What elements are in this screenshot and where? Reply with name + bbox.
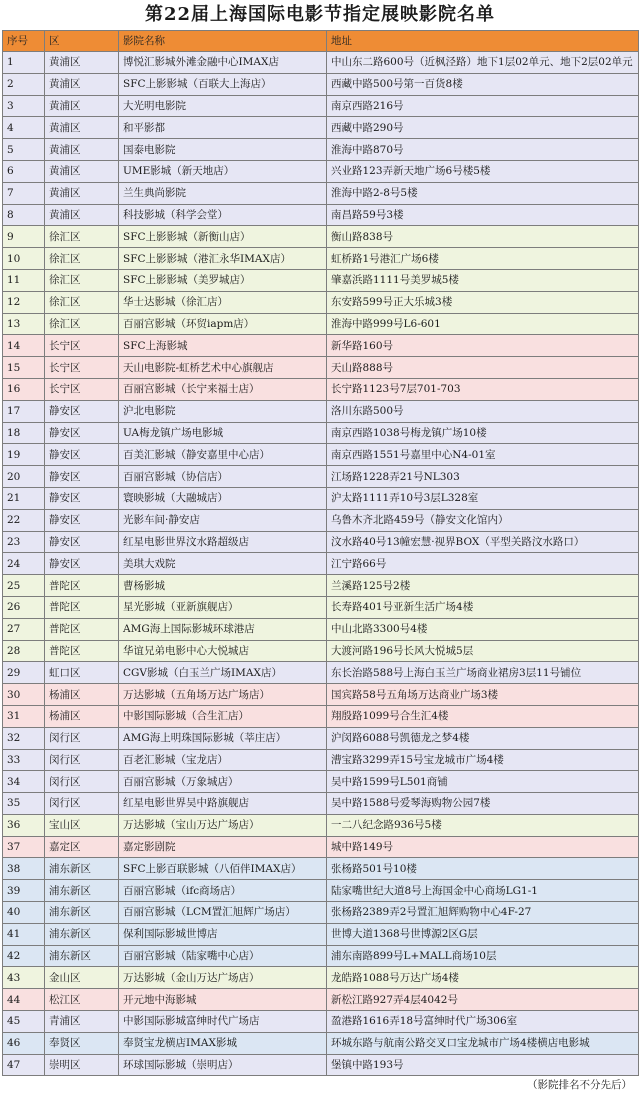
cell-index: 24	[3, 553, 45, 575]
table-row	[3, 291, 639, 313]
cell-address: 新华路160号	[327, 335, 639, 357]
footnote: （影院排名不分先后）	[527, 1079, 632, 1091]
table-row	[3, 705, 639, 727]
table-row	[3, 1032, 639, 1054]
cell-district: 浦东新区	[45, 880, 119, 902]
cell-district: 闵行区	[45, 793, 119, 815]
cell-cinema-name: 博悦汇影城外滩金融中心IMAX店	[119, 52, 327, 74]
cell-district: 静安区	[45, 531, 119, 553]
cell-index: 4	[3, 117, 45, 139]
cell-district: 静安区	[45, 444, 119, 466]
table-row	[3, 662, 639, 684]
cell-index: 40	[3, 902, 45, 924]
cell-index: 1	[3, 52, 45, 74]
cell-cinema-name: 百丽宫影城（长宁来福士店）	[119, 378, 327, 400]
cell-index: 36	[3, 814, 45, 836]
cell-district: 浦东新区	[45, 923, 119, 945]
cell-district: 静安区	[45, 422, 119, 444]
cell-index: 8	[3, 204, 45, 226]
cell-district: 闵行区	[45, 771, 119, 793]
table-row	[3, 487, 639, 509]
table-row	[3, 52, 639, 74]
cell-address: 漕宝路3299弄15号宝龙城市广场4楼	[327, 749, 639, 771]
cell-index: 11	[3, 269, 45, 291]
cell-address: 天山路888号	[327, 357, 639, 379]
cell-index: 41	[3, 923, 45, 945]
table-row	[3, 945, 639, 967]
cell-district: 黄浦区	[45, 182, 119, 204]
cell-index: 9	[3, 226, 45, 248]
table-row	[3, 793, 639, 815]
cell-address: 南京西路216号	[327, 95, 639, 117]
cell-index: 25	[3, 575, 45, 597]
table-body	[3, 52, 639, 1076]
cell-cinema-name: 百丽宫影城（ifc商场店）	[119, 880, 327, 902]
table-row	[3, 160, 639, 182]
cell-district: 徐汇区	[45, 291, 119, 313]
table-row	[3, 575, 639, 597]
cell-district: 普陀区	[45, 618, 119, 640]
cell-index: 12	[3, 291, 45, 313]
table-row	[3, 596, 639, 618]
table-row	[3, 269, 639, 291]
cell-address: 龙皓路1088号万达广场4楼	[327, 967, 639, 989]
cell-district: 嘉定区	[45, 836, 119, 858]
cell-district: 宝山区	[45, 814, 119, 836]
cell-index: 3	[3, 95, 45, 117]
cell-index: 34	[3, 771, 45, 793]
cell-cinema-name: UME影城（新天地店）	[119, 160, 327, 182]
table-row	[3, 422, 639, 444]
cell-address: 江宁路66号	[327, 553, 639, 575]
cell-index: 15	[3, 357, 45, 379]
table-row	[3, 509, 639, 531]
cell-address: 衡山路838号	[327, 226, 639, 248]
cell-address: 堡镇中路193号	[327, 1054, 639, 1076]
cell-address: 世博大道1368号世博源2区G层	[327, 923, 639, 945]
cell-cinema-name: 保利国际影城世博店	[119, 923, 327, 945]
cell-district: 青浦区	[45, 1011, 119, 1033]
cell-index: 18	[3, 422, 45, 444]
cell-district: 长宁区	[45, 335, 119, 357]
cell-cinema-name: SFC上海影城	[119, 335, 327, 357]
cell-index: 33	[3, 749, 45, 771]
cell-district: 静安区	[45, 466, 119, 488]
cell-cinema-name: 百丽宫影城（万象城店）	[119, 771, 327, 793]
cell-district: 普陀区	[45, 596, 119, 618]
cell-district: 黄浦区	[45, 204, 119, 226]
table-row	[3, 400, 639, 422]
cell-address: 东安路599号正大乐城3楼	[327, 291, 639, 313]
cell-district: 金山区	[45, 967, 119, 989]
table-row	[3, 444, 639, 466]
cell-index: 32	[3, 727, 45, 749]
cell-cinema-name: 曹杨影城	[119, 575, 327, 597]
cell-index: 17	[3, 400, 45, 422]
cell-cinema-name: 百丽宫影城（环贸iapm店）	[119, 313, 327, 335]
cell-address: 中山东二路600号（近枫泾路）地下1层02单元、地下2层02单元	[327, 52, 639, 74]
table-row	[3, 836, 639, 858]
cell-cinema-name: 华士达影城（徐汇店）	[119, 291, 327, 313]
cell-cinema-name: 嘉定影剧院	[119, 836, 327, 858]
table-row	[3, 749, 639, 771]
table-row	[3, 902, 639, 924]
table-row	[3, 182, 639, 204]
cell-cinema-name: SFC上影影城（新衡山店）	[119, 226, 327, 248]
cell-index: 28	[3, 640, 45, 662]
cell-district: 杨浦区	[45, 705, 119, 727]
table-row	[3, 727, 639, 749]
cell-address: 兰溪路125号2楼	[327, 575, 639, 597]
cell-cinema-name: 百丽宫影城（协信店）	[119, 466, 327, 488]
cell-address: 吴中路1588号爱琴海购物公园7楼	[327, 793, 639, 815]
cell-index: 27	[3, 618, 45, 640]
cell-district: 浦东新区	[45, 858, 119, 880]
table-row	[3, 204, 639, 226]
table-row	[3, 335, 639, 357]
table-row	[3, 117, 639, 139]
cell-address: 长寿路401号亚新生活广场4楼	[327, 596, 639, 618]
table-row	[3, 357, 639, 379]
cell-cinema-name: 天山电影院-虹桥艺术中心旗舰店	[119, 357, 327, 379]
table-row	[3, 640, 639, 662]
cell-cinema-name: 沪北电影院	[119, 400, 327, 422]
cell-address: 沪闵路6088号凯德龙之梦4楼	[327, 727, 639, 749]
cell-district: 徐汇区	[45, 248, 119, 270]
cell-address: 汶水路40号13幢宏慧·视界BOX（平型关路汶水路口）	[327, 531, 639, 553]
cell-address: 淮海中路2-8号5楼	[327, 182, 639, 204]
table-row	[3, 73, 639, 95]
table-row	[3, 1054, 639, 1076]
cell-cinema-name: 环球国际影城（崇明店）	[119, 1054, 327, 1076]
cell-district: 静安区	[45, 553, 119, 575]
table-row	[3, 313, 639, 335]
cell-district: 崇明区	[45, 1054, 119, 1076]
cell-cinema-name: 红星电影世界吴中路旗舰店	[119, 793, 327, 815]
cell-cinema-name: 星光影城（亚新旗舰店）	[119, 596, 327, 618]
cell-index: 16	[3, 378, 45, 400]
table-row	[3, 139, 639, 161]
cell-address: 陆家嘴世纪大道8号上海国金中心商场LG1-1	[327, 880, 639, 902]
cell-address: 江场路1228弄21号NL303	[327, 466, 639, 488]
cell-address: 西藏中路500号第一百货8楼	[327, 73, 639, 95]
cell-index: 20	[3, 466, 45, 488]
cell-address: 张杨路501号10楼	[327, 858, 639, 880]
table-row	[3, 531, 639, 553]
cell-district: 松江区	[45, 989, 119, 1011]
cell-index: 47	[3, 1054, 45, 1076]
cell-index: 46	[3, 1032, 45, 1054]
cell-cinema-name: 百美汇影城（静安嘉里中心店）	[119, 444, 327, 466]
cell-index: 45	[3, 1011, 45, 1033]
cell-district: 黄浦区	[45, 95, 119, 117]
cell-cinema-name: 奉贤宝龙横店IMAX影城	[119, 1032, 327, 1054]
cell-district: 闵行区	[45, 749, 119, 771]
cell-cinema-name: UA梅龙镇广场电影城	[119, 422, 327, 444]
cell-address: 翔殷路1099号合生汇4楼	[327, 705, 639, 727]
header-cinema-name: 影院名称	[119, 31, 327, 52]
table-row	[3, 923, 639, 945]
table-row	[3, 378, 639, 400]
cell-district: 静安区	[45, 487, 119, 509]
cell-cinema-name: 国泰电影院	[119, 139, 327, 161]
cell-address: 西藏中路290号	[327, 117, 639, 139]
cell-address: 浦东南路899号L+MALL商场10层	[327, 945, 639, 967]
table-row	[3, 248, 639, 270]
cell-cinema-name: 兰生典尚影院	[119, 182, 327, 204]
cell-index: 23	[3, 531, 45, 553]
cell-district: 徐汇区	[45, 226, 119, 248]
cell-cinema-name: 百丽宫影城（陆家嘴中心店）	[119, 945, 327, 967]
cell-address: 虹桥路1号港汇广场6楼	[327, 248, 639, 270]
table-row	[3, 989, 639, 1011]
table-row	[3, 684, 639, 706]
cell-index: 37	[3, 836, 45, 858]
page-title: 第22届上海国际电影节指定展映影院名单	[144, 4, 496, 25]
table-row	[3, 95, 639, 117]
cell-address: 肇嘉浜路1111号美罗城5楼	[327, 269, 639, 291]
cell-district: 黄浦区	[45, 117, 119, 139]
cell-index: 22	[3, 509, 45, 531]
cell-index: 6	[3, 160, 45, 182]
cell-index: 29	[3, 662, 45, 684]
cell-address: 中山北路3300号4楼	[327, 618, 639, 640]
header-district: 区	[45, 31, 119, 52]
cell-cinema-name: 中影国际影城富绅时代广场店	[119, 1011, 327, 1033]
table-row	[3, 858, 639, 880]
table-row	[3, 771, 639, 793]
cell-index: 2	[3, 73, 45, 95]
cell-district: 徐汇区	[45, 269, 119, 291]
cell-index: 21	[3, 487, 45, 509]
cell-address: 洛川东路500号	[327, 400, 639, 422]
cell-cinema-name: 美琪大戏院	[119, 553, 327, 575]
cell-index: 5	[3, 139, 45, 161]
cell-index: 10	[3, 248, 45, 270]
cell-address: 南京西路1551号嘉里中心N4-01室	[327, 444, 639, 466]
cell-cinema-name: 开元地中海影城	[119, 989, 327, 1011]
header-address: 地址	[327, 31, 639, 52]
table-row	[3, 814, 639, 836]
cell-address: 环城东路与航南公路交叉口宝龙城市广场4楼横店电影城	[327, 1032, 639, 1054]
cell-address: 南京西路1038号梅龙镇广场10楼	[327, 422, 639, 444]
table-row	[3, 967, 639, 989]
table-row	[3, 1011, 639, 1033]
cell-index: 43	[3, 967, 45, 989]
cell-index: 26	[3, 596, 45, 618]
cell-cinema-name: 光影车间·静安店	[119, 509, 327, 531]
cell-index: 31	[3, 705, 45, 727]
table-row	[3, 880, 639, 902]
cell-cinema-name: AMG海上明珠国际影城（莘庄店）	[119, 727, 327, 749]
cell-address: 淮海中路999号L6-601	[327, 313, 639, 335]
cell-address: 新松江路927弄4层4042号	[327, 989, 639, 1011]
cell-address: 城中路149号	[327, 836, 639, 858]
cell-district: 浦东新区	[45, 945, 119, 967]
cinema-table	[2, 30, 639, 1076]
table-row	[3, 618, 639, 640]
cell-cinema-name: 万达影城（宝山万达广场店）	[119, 814, 327, 836]
cell-district: 浦东新区	[45, 902, 119, 924]
cell-address: 国宾路58号五角场万达商业广场3楼	[327, 684, 639, 706]
cell-address: 一二八纪念路936号5楼	[327, 814, 639, 836]
cell-cinema-name: AMG海上国际影城环球港店	[119, 618, 327, 640]
cell-district: 虹口区	[45, 662, 119, 684]
cell-district: 黄浦区	[45, 52, 119, 74]
cell-index: 38	[3, 858, 45, 880]
cell-district: 长宁区	[45, 357, 119, 379]
cell-district: 奉贤区	[45, 1032, 119, 1054]
cell-cinema-name: 百老汇影城（宝龙店）	[119, 749, 327, 771]
cell-index: 7	[3, 182, 45, 204]
cell-district: 静安区	[45, 509, 119, 531]
cell-address: 乌鲁木齐北路459号（静安文化馆内）	[327, 509, 639, 531]
cell-address: 沪太路1111弄10号3层L328室	[327, 487, 639, 509]
cell-address: 兴业路123弄新天地广场6号楼5楼	[327, 160, 639, 182]
cell-cinema-name: 科技影城（科学会堂）	[119, 204, 327, 226]
cell-district: 静安区	[45, 400, 119, 422]
cell-cinema-name: SFC上影影城（港汇永华IMAX店）	[119, 248, 327, 270]
cell-district: 闵行区	[45, 727, 119, 749]
table-row	[3, 226, 639, 248]
cell-address: 盈港路1616弄18号富绅时代广场306室	[327, 1011, 639, 1033]
cell-district: 杨浦区	[45, 684, 119, 706]
cell-district: 普陀区	[45, 640, 119, 662]
cell-index: 14	[3, 335, 45, 357]
cell-address: 淮海中路870号	[327, 139, 639, 161]
cell-cinema-name: SFC上影影城（美罗城店）	[119, 269, 327, 291]
cell-cinema-name: SFC上影百联影城（八佰伴IMAX店）	[119, 858, 327, 880]
cell-index: 19	[3, 444, 45, 466]
cell-district: 普陀区	[45, 575, 119, 597]
cell-index: 44	[3, 989, 45, 1011]
cell-cinema-name: 中影国际影城（合生汇店）	[119, 705, 327, 727]
cell-address: 东长治路588号上海白玉兰广场商业裙房3层11号铺位	[327, 662, 639, 684]
cell-cinema-name: SFC上影影城（百联大上海店）	[119, 73, 327, 95]
cell-cinema-name: 红星电影世界汶水路超级店	[119, 531, 327, 553]
cell-index: 42	[3, 945, 45, 967]
cell-district: 黄浦区	[45, 73, 119, 95]
cell-cinema-name: 和平影都	[119, 117, 327, 139]
cell-address: 南昌路59号3楼	[327, 204, 639, 226]
cell-cinema-name: 华谊兄弟电影中心大悦城店	[119, 640, 327, 662]
cell-address: 大渡河路196号长风大悦城5层	[327, 640, 639, 662]
cell-cinema-name: 万达影城（金山万达广场店）	[119, 967, 327, 989]
cell-cinema-name: 万达影城（五角场万达广场店）	[119, 684, 327, 706]
header-index: 序号	[3, 31, 45, 52]
cell-district: 黄浦区	[45, 160, 119, 182]
cell-cinema-name: CGV影城（白玉兰广场IMAX店）	[119, 662, 327, 684]
table-header-row	[3, 31, 639, 52]
cell-index: 30	[3, 684, 45, 706]
cell-index: 35	[3, 793, 45, 815]
cell-index: 13	[3, 313, 45, 335]
cell-cinema-name: 大光明电影院	[119, 95, 327, 117]
table-row	[3, 553, 639, 575]
cell-district: 黄浦区	[45, 139, 119, 161]
cell-cinema-name: 寰映影城（大融城店）	[119, 487, 327, 509]
cell-district: 长宁区	[45, 378, 119, 400]
cell-address: 张杨路2389弄2号置汇旭辉购物中心4F-27	[327, 902, 639, 924]
cell-index: 39	[3, 880, 45, 902]
cell-district: 徐汇区	[45, 313, 119, 335]
cell-address: 吴中路1599号L501商铺	[327, 771, 639, 793]
cell-cinema-name: 百丽宫影城（LCM置汇旭辉广场店）	[119, 902, 327, 924]
cell-address: 长宁路1123号7层701-703	[327, 378, 639, 400]
table-row	[3, 466, 639, 488]
